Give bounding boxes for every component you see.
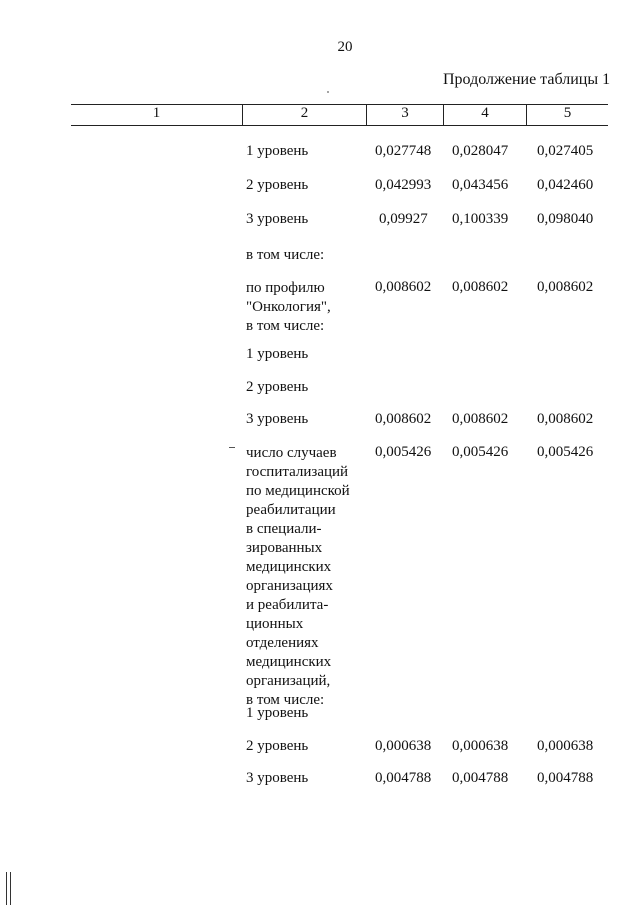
row-value-col3: 0,004788 bbox=[375, 770, 432, 786]
margin-dash bbox=[229, 447, 235, 448]
row-value-col5: 0,005426 bbox=[537, 444, 594, 460]
column-header-5: 5 bbox=[563, 105, 572, 121]
row-label: 3 уровень bbox=[246, 211, 309, 227]
row-value-col3: 0,09927 bbox=[379, 211, 428, 227]
column-header-1: 1 bbox=[152, 105, 161, 121]
row-value-col3: 0,042993 bbox=[375, 177, 432, 193]
column-header-2: 2 bbox=[300, 105, 309, 121]
scan-speck bbox=[327, 91, 329, 93]
table-header-bottom-rule bbox=[71, 125, 608, 126]
table-continuation-label: Продолжение таблицы 1 bbox=[443, 71, 611, 88]
row-value-col4: 0,028047 bbox=[452, 143, 509, 159]
row-value-col3: 0,000638 bbox=[375, 738, 432, 754]
row-label: 1 уровень bbox=[246, 143, 309, 159]
row-label: 2 уровень bbox=[246, 177, 309, 193]
row-value-col4: 0,100339 bbox=[452, 211, 509, 227]
row-value-col4: 0,008602 bbox=[452, 279, 509, 295]
row-value-col5: 0,008602 bbox=[537, 279, 594, 295]
row-label: 1 уровень bbox=[246, 346, 309, 362]
column-header-4: 4 bbox=[481, 105, 489, 121]
row-value-col5: 0,000638 bbox=[537, 738, 594, 754]
row-label: 1 уровень bbox=[246, 705, 309, 721]
row-value-col3: 0,005426 bbox=[375, 444, 432, 460]
row-value-col5: 0,027405 bbox=[537, 143, 594, 159]
row-label: в том числе: bbox=[246, 247, 325, 263]
row-label: 2 уровень bbox=[246, 738, 309, 754]
row-value-col4: 0,043456 bbox=[452, 177, 509, 193]
row-value-col5: 0,042460 bbox=[537, 177, 594, 193]
row-value-col3: 0,027748 bbox=[375, 143, 432, 159]
column-header-3: 3 bbox=[401, 105, 409, 121]
row-value-col4: 0,000638 bbox=[452, 738, 509, 754]
row-value-col3: 0,008602 bbox=[375, 411, 432, 427]
row-value-col4: 0,004788 bbox=[452, 770, 509, 786]
row-value-col4: 0,008602 bbox=[452, 411, 509, 427]
row-label: 2 уровень bbox=[246, 379, 309, 395]
row-value-col5: 0,008602 bbox=[537, 411, 594, 427]
row-value-col5: 0,098040 bbox=[537, 211, 594, 227]
row-label: по профилю "Онкология", в том числе: bbox=[246, 280, 331, 334]
scan-edge-mark bbox=[10, 872, 11, 905]
row-label: 3 уровень bbox=[246, 411, 309, 427]
page-number: 20 bbox=[337, 39, 353, 55]
row-value-col4: 0,005426 bbox=[452, 444, 509, 460]
row-value-col5: 0,004788 bbox=[537, 770, 594, 786]
row-label: 3 уровень bbox=[246, 770, 309, 786]
row-value-col3: 0,008602 bbox=[375, 279, 432, 295]
scan-edge-mark bbox=[6, 872, 7, 905]
row-label: число случаев госпитализаций по медицинской реабилитации в специали- зированных медицинских организациях и реабилита- ционных отделениях медицинских организаций, в том числе: bbox=[246, 445, 350, 708]
